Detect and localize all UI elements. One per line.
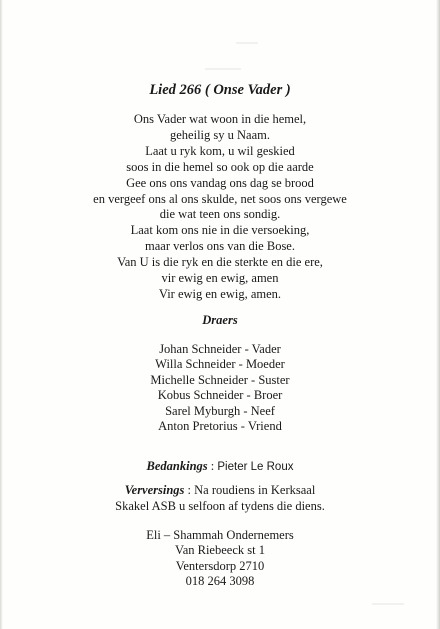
bearer-entry: Johan Schneider - Vader — [159, 342, 281, 356]
lyric-line: geheilig sy u Naam. — [170, 127, 270, 142]
bearers-list — [0, 342, 440, 434]
bleed-through-mark — [236, 42, 258, 44]
undertaker-details — [0, 528, 440, 590]
bearer-entry: Anton Pretorius - Vriend — [158, 419, 282, 434]
lyric-line: Vir ewig en ewig, amen. — [158, 286, 282, 301]
lyric-line: Van U is die ryk en die sterkte en die ere, — [117, 255, 323, 270]
cellphone-note: Skakel ASB u selfoon af tydens die diens. — [115, 499, 325, 513]
thanks-separator: : — [207, 459, 218, 473]
bearer-entry: Kobus Schneider - Broer — [157, 388, 283, 403]
bearer-entry: Sarel Myburgh - Neef — [165, 403, 275, 418]
bleed-through-mark — [205, 68, 241, 70]
bearers-heading: Draers — [202, 313, 238, 327]
lyric-line: Laat kom ons nie in die versoeking, — [130, 223, 310, 238]
refreshments-line — [0, 482, 440, 498]
lyric-line: soos in die hemel so ook op die aarde — [126, 159, 314, 174]
thanks-line — [0, 458, 440, 475]
lyric-line: vir ewig en ewig, amen — [161, 271, 279, 286]
thanks-label: Bedankings — [146, 459, 208, 473]
lyric-line: maar verlos ons van die Bose. — [145, 239, 295, 254]
lyric-line: Laat u ryk kom, u wil geskied — [145, 143, 295, 158]
bearer-entry: Michelle Schneider - Suster — [150, 372, 290, 387]
undertaker-street: Van Riebeeck st 1 — [175, 543, 265, 558]
lyric-line: die wat teen ons sondig. — [159, 207, 281, 222]
lyric-line: Gee ons ons vandag ons dag se brood — [126, 175, 314, 190]
refreshments-text: : Na roudiens in Kerksaal — [184, 483, 316, 497]
undertaker-phone: 018 264 3098 — [185, 574, 255, 589]
bleed-through-mark — [372, 603, 404, 605]
lyric-line: en vergeef ons al ons skulde, net soos ons vergewe — [93, 191, 347, 206]
thanks-name: Pieter Le Roux — [217, 461, 294, 473]
lyric-line: Ons Vader wat woon in die hemel, — [133, 112, 307, 126]
refreshments-label: Verversings — [124, 483, 185, 497]
undertaker-town: Ventersdorp 2710 — [175, 558, 265, 573]
undertaker-name: Eli – Shammah Ondernemers — [146, 528, 294, 542]
hymn-title: Lied 266 ( Onse Vader ) — [149, 82, 291, 98]
refreshments-section — [0, 482, 440, 514]
hymn-lyrics — [0, 112, 440, 303]
bearer-entry: Willa Schneider - Moeder — [155, 357, 285, 372]
